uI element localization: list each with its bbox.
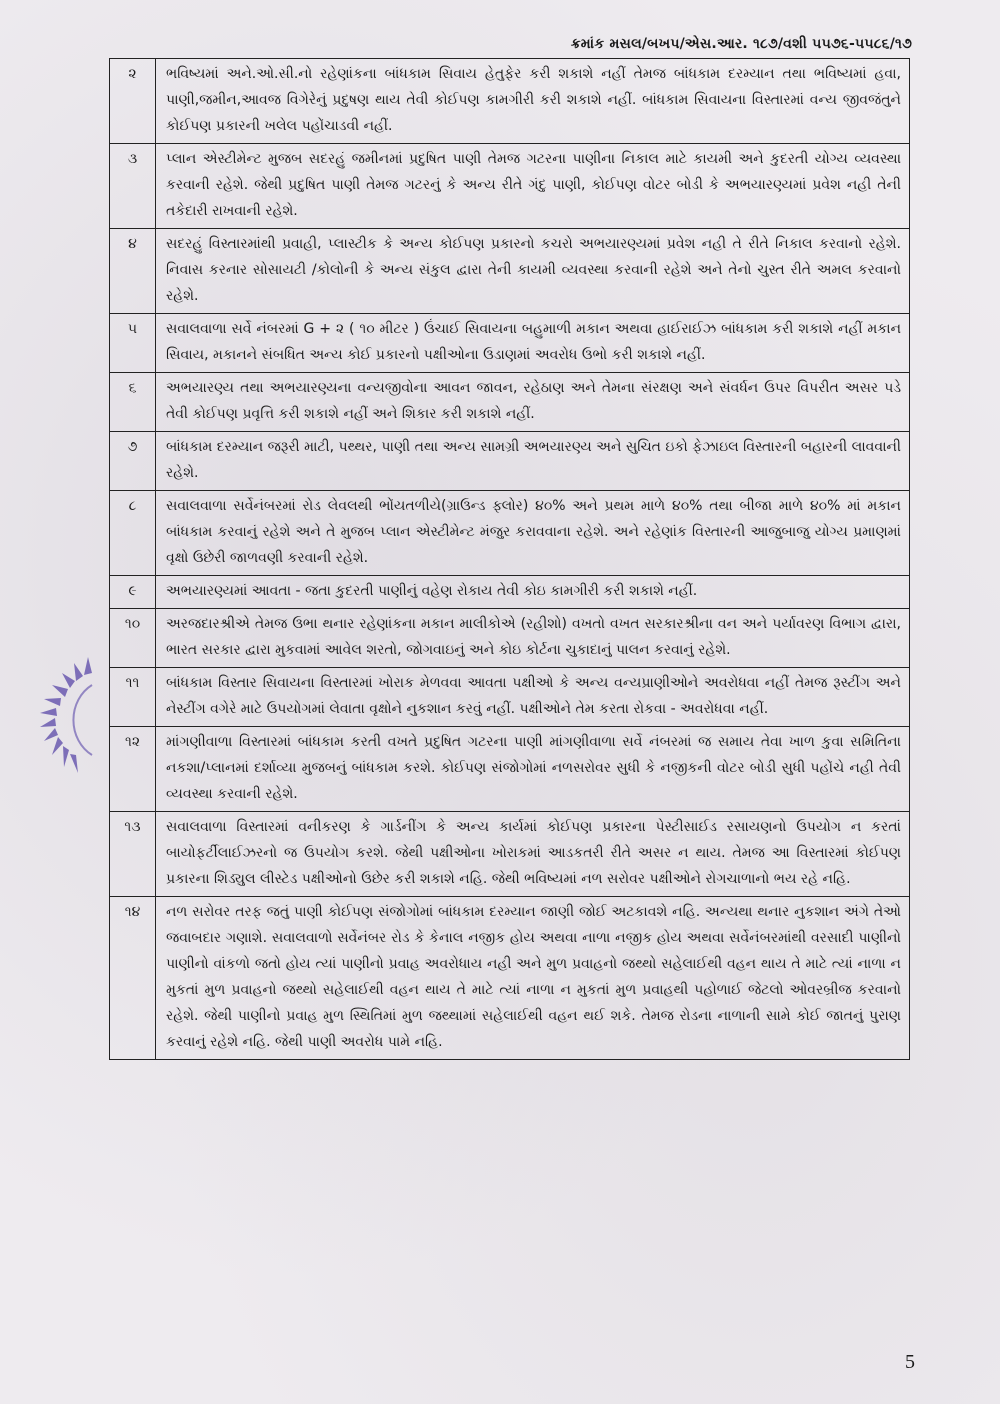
row-text: પ્લાન એસ્ટીમેન્ટ મુજબ સદરહું જમીનમાં પ્રદુષિત પાણી તેમજ ગટરના પાણીના નિકાલ માટે કાયમી અને કુદરતી યોગ્ય વ્યવસ્થા કરવાની રહેશે. જેથી પ્રદુષિત પાણી તેમજ ગટરનું કે અન્ય રીતે ગંદુ પાણી, કોઈપણ વોટર બોડી કે અભયારણ્યમાં પ્રવેશ નહી તેની તકેદારી રાખવાની રહેશે. <box>156 144 910 229</box>
table-row <box>110 812 910 897</box>
page-number: 5 <box>905 1351 915 1373</box>
table-row <box>110 229 910 314</box>
row-number: ૪ <box>110 229 156 314</box>
table-row <box>110 576 910 609</box>
table-row <box>110 314 910 373</box>
row-number: ૧૪ <box>110 897 156 1060</box>
row-number: ૬ <box>110 373 156 432</box>
row-text: બાંધકામ વિસ્તાર સિવાયના વિસ્તારમાં ખોરાક મેળવવા આવતા પક્ષીઓ કે અન્ય વન્યપ્રાણીઓને અવરોધવા નહીં તેમજ રૂસ્ટીંગ અને નેસ્ટીંગ વગેરે માટે ઉપયોગમાં લેવાતા વૃક્ષોને નુકશાન કરવું નહીં. પક્ષીઓને તેમ કરતા રોકવા - અવરોધવા નહીં. <box>156 668 910 727</box>
row-text: ભવિષ્યમાં અને.ઓ.સી.નો રહેણાંકના બાંધકામ સિવાય હેતુફેર કરી શકાશે નહીં તેમજ બાંધકામ દરમ્યાન તથા ભવિષ્યમાં હવા, પાણી,જમીન,આવજ વિગેરેનું પ્રદુષણ થાય તેવી કોઈપણ કામગીરી કરી શકાશે નહીં. બાંધકામ સિવાયના વિસ્તારમાં વન્ય જીવજંતુને કોઈપણ પ્રકારની ખલેલ પહોંચાડવી નહીં. <box>156 59 910 144</box>
stamp-seal-icon <box>26 655 106 775</box>
row-text: નળ સરોવર તરફ જતું પાણી કોઈપણ સંજોગોમાં બાંધકામ દરમ્યાન જાણી જોઈ અટકાવશે નહિ. અન્યથા થનાર નુકશાન અંગે તેઓ જવાબદાર ગણાશે. સવાલવાળો સર્વેનંબર રોડ કે કેનાલ નજીક હોય અથવા નાળા નજીક હોય અથવા સર્વેનંબરમાંથી વરસાદી પાણીનો પાણીનો વાંકળો જતો હોય ત્યાં પાણીનો પ્રવાહ અવરોધાય નહી અને મુળ પ્રવાહનો જથ્થો સહેલાઈથી વહન થાય તે માટે ત્યાં નાળા ન મુકતાં મુળ પ્રવાહનો જથ્થો સહેલાઈથી વહન થાય તે માટે ત્યાં નાળા ન મુકતાં મુળ પ્રવાહથી પહોળાઈ જેટલો ઓવરબ્રીજ કરવાનો રહેશે. જેથી પાણીનો પ્રવાહ મુળ સ્થિતિમાં મુળ જથ્થામાં સહેલાઈથી વહન થઈ શકે. તેમજ રોડના નાળાની સામે કોઈ જાતનું પુરાણ કરવાનું રહેશે નહિ. જેથી પાણી અવરોધ પામે નહિ. <box>156 897 910 1060</box>
row-text: સવાલવાળા સર્વેનંબરમાં રોડ લેવલથી ભોંયતળીયે(ગ્રાઉન્ડ ફ્લોર) ૪૦% અને પ્રથમ માળે ૪૦% તથા બીજા માળે ૪૦% માં મકાન બાંધકામ કરવાનું રહેશે અને તે મુજબ પ્લાન એસ્ટીમેન્ટ મંજુર કરાવવાના રહેશે. અને રહેણાંક વિસ્તારની આજુબાજુ યોગ્ય પ્રમાણમાં વૃક્ષો ઉછેરી જાળવણી કરવાની રહેશે. <box>156 491 910 576</box>
row-text: સવાલવાળા વિસ્તારમાં વનીકરણ કે ગાર્ડનીંગ કે અન્ય કાર્યમાં કોઈપણ પ્રકારના પેસ્ટીસાઈડ રસાયણનો ઉપયોગ ન કરતાં બાયોફર્ટીલાઈઝરનો જ ઉપયોગ કરશે. જેથી પક્ષીઓના ખોરાકમાં આડકતરી રીતે અસર ન થાય. તેમજ આ વિસ્તારમાં કોઈપણ પ્રકારના શિડ્યુલ લીસ્ટેડ પક્ષીઓનો ઉછેર કરી શકાશે નહિ. જેથી ભવિષ્યમાં નળ સરોવર પક્ષીઓને રોગચાળાનો ભય રહે નહિ. <box>156 812 910 897</box>
row-number: ૧૨ <box>110 727 156 812</box>
reference-number: ક્રમાંક મસલ/બખપ/એસ.આર. ૧૮૭/વશી ૫૫૭૬-૫૫૮૬/૧૭ <box>570 36 912 52</box>
table-row <box>110 144 910 229</box>
table-row <box>110 491 910 576</box>
row-text: અભયારણ્યમાં આવતા - જતા કુદરતી પાણીનું વહેણ રોકાય તેવી કોઇ કામગીરી કરી શકાશે નહીં. <box>156 576 910 609</box>
row-number: ૧૩ <box>110 812 156 897</box>
row-number: ૮ <box>110 491 156 576</box>
conditions-table <box>109 58 910 1060</box>
row-number: ૧૦ <box>110 609 156 668</box>
row-number: ૧૧ <box>110 668 156 727</box>
row-text: બાંધકામ દરમ્યાન જરૂરી માટી, પથ્થર, પાણી તથા અન્ય સામગ્રી અભયારણ્ય અને સુચિત ઇકો ફેઝાઇલ વિસ્તારની બહારની લાવવાની રહેશે. <box>156 432 910 491</box>
row-text: સદરહું વિસ્તારમાંથી પ્રવાહી, પ્લાસ્ટીક કે અન્ય કોઈપણ પ્રકારનો કચરો અભયારણ્યમાં પ્રવેશ નહી તે રીતે નિકાલ કરવાનો રહેશે. નિવાસ કરનાર સોસાયટી /કોલોની કે અન્ય સંકુલ દ્વારા તેની કાયમી વ્યવસ્થા કરવાની રહેશે અને તેનો ચુસ્ત રીતે અમલ કરવાનો રહેશે. <box>156 229 910 314</box>
row-number: ૩ <box>110 144 156 229</box>
row-text: અભયારણ્ય તથા અભયારણ્યના વન્યજીવોના આવન જાવન, રહેઠાણ અને તેમના સંરક્ષણ અને સંવર્ધન ઉપર વિપરીત અસર પડે તેવી કોઈપણ પ્રવૃત્તિ કરી શકાશે નહીં અને શિકાર કરી શકાશે નહીં. <box>156 373 910 432</box>
row-number: ૯ <box>110 576 156 609</box>
table-row <box>110 609 910 668</box>
row-text: અરજદારશ્રીએ તેમજ ઉભા થનાર રહેણાંકના મકાન માલીકોએ (રહીશો) વખતો વખત સરકારશ્રીના વન અને પર્યાવરણ વિભાગ દ્વારા, ભારત સરકાર દ્વારા મુકવામાં આવેલ શરતો, જોગવાઇનું અને કોઇ કોર્ટના ચુકાદાનું પાલન કરવાનું રહેશે. <box>156 609 910 668</box>
row-number: ૭ <box>110 432 156 491</box>
table-row <box>110 897 910 1060</box>
row-number: ૫ <box>110 314 156 373</box>
table-row <box>110 727 910 812</box>
row-text: સવાલવાળા સર્વે નંબરમાં G + ૨ ( ૧૦ મીટર ) ઉંચાઈ સિવાયના બહુમાળી મકાન અથવા હાઈરાઈઝ બાંધકામ કરી શકાશે નહીં મકાન સિવાય, મકાનને સંબધિત અન્ય કોઈ પ્રકારનો પક્ષીઓના ઉડાણમાં અવરોધ ઉભો કરી શકાશે નહીં. <box>156 314 910 373</box>
table-row <box>110 668 910 727</box>
table-row <box>110 59 910 144</box>
row-text: માંગણીવાળા વિસ્તારમાં બાંધકામ કરતી વખતે પ્રદુષિત ગટરના પાણી માંગણીવાળા સર્વે નંબરમાં જ સમાય તેવા ખાળ કુવા સમિતિના નકશા/પ્લાનમાં દર્શાવ્યા મુજબનું બાંધકામ કરશે. કોઈપણ સંજોગોમાં નળસરોવર સુધી કે નજીકની વોટર બોડી સુધી પહોંચે નહી તેવી વ્યવસ્થા કરવાની રહેશે. <box>156 727 910 812</box>
table-row <box>110 432 910 491</box>
table-row <box>110 373 910 432</box>
row-number: ૨ <box>110 59 156 144</box>
